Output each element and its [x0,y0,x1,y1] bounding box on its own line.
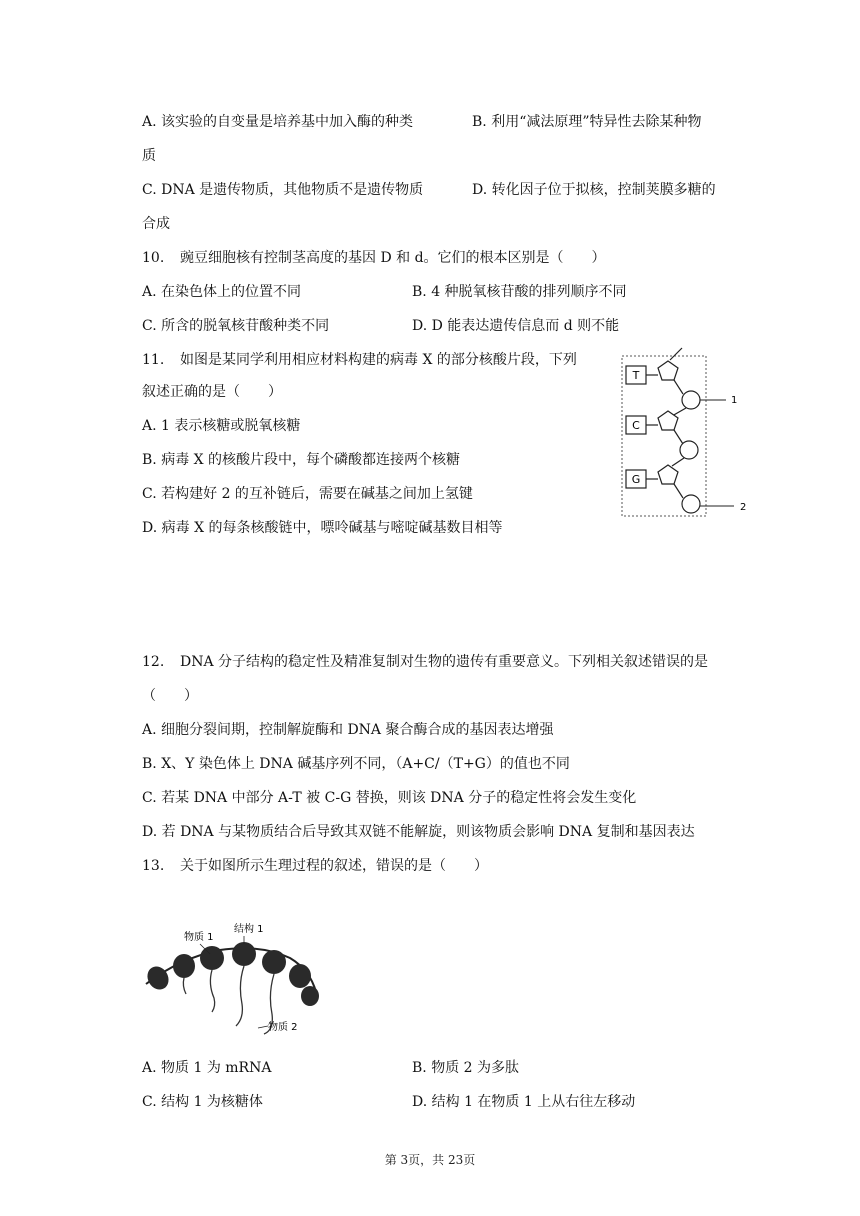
q10-option-b: B. 4 种脱氧核苷酸的排列顺序不同 [412,284,627,300]
nucleotide-unit-2 [626,408,698,459]
q13-stem-text: 关于如图所示生理过程的叙述，错误的是（ ） [180,858,488,874]
q12-option-c: C. 若某 DNA 中部分 A-T 被 C-G 替换，则该 DNA 分子的稳定性将会发生变化 [142,790,637,806]
q11-option-d: D. 病毒 X 的每条核酸链中，嘌呤碱基与嘧啶碱基数目相等 [142,520,503,536]
label-substance-1: 物质 1 [184,932,214,943]
q11-option-b: B. 病毒 X 的核酸片段中，每个磷酸都连接两个核糖 [142,452,461,468]
q13-option-a: A. 物质 1 为 mRNA [142,1060,272,1076]
q13-number: 13. [142,858,165,874]
label-substance-2: 物质 2 [268,1022,298,1033]
q10-option-d: D. D 能表达遗传信息而 d 则不能 [412,318,620,334]
q9-option-d: D. 转化因子位于拟核，控制荚膜多糖的 [472,182,716,198]
figure-label-1: 1 [731,395,738,406]
q12-number: 12. [142,654,165,670]
q12-option-d: D. 若 DNA 与某物质结合后导致其双链不能解旋，则该物质会影响 DNA 复制和基因表达 [142,824,695,840]
base-label-2: C [632,419,640,432]
q11-stem-text: 如图是某同学利用相应材料构建的病毒 X 的部分核酸片段，下列 [180,352,577,368]
q11-stem-line2: 叙述正确的是（ ） [142,384,282,400]
q11-number: 11. [142,352,165,368]
q11-stem-line1 [142,350,577,370]
q9-option-a-line1: A. 该实验的自变量是培养基中加入酶的种类 [142,114,414,130]
q10-number: 10. [142,250,165,266]
q10-option-a: A. 在染色体上的位置不同 [142,284,302,300]
q13-option-d: D. 结构 1 在物质 1 上从右往左移动 [412,1094,636,1110]
q9-option-c-line2: 合成 [142,216,170,232]
q12-stem-line1 [142,652,708,672]
q9-option-c-line1: C. DNA 是遗传物质，其他物质不是遗传物质 [142,182,424,198]
q11-option-a: A. 1 表示核糖或脱氧核糖 [142,418,301,434]
q12-stem-line2: （ ） [142,688,198,704]
polypeptide-chains [183,966,274,1034]
q10-option-c: C. 所含的脱氧核苷酸种类不同 [142,318,330,334]
label-structure-1: 结构 1 [234,924,264,935]
q10-stem-text: 豌豆细胞核有控制茎高度的基因 D 和 d。它们的根本区别是（ ） [180,250,606,266]
q12-option-b: B. X、Y 染色体上 DNA 碱基序列不同，（A+C/（T+G）的值也不同 [142,756,570,772]
base-label-1: T [632,369,640,382]
figure-label-2: 2 [740,502,747,513]
q11-nucleic-acid-figure [616,346,766,522]
q11-option-c: C. 若构建好 2 的互补链后，需要在碱基之间加上氢键 [142,486,473,502]
q9-option-b: B. 利用“减法原理”特异性去除某种物 [472,114,702,130]
q13-option-b: B. 物质 2 为多肽 [412,1060,519,1076]
q12-stem-text: DNA 分子结构的稳定性及精准复制对生物的遗传有重要意义。下列相关叙述错误的是 [180,654,709,670]
q13-stem [142,856,488,876]
q13-polysome-figure [140,914,340,1044]
q10-stem [142,248,606,268]
nucleotide-unit-1 [626,356,700,409]
base-label-3: G [631,473,641,486]
q12-option-a: A. 细胞分裂间期，控制解旋酶和 DNA 聚合酶合成的基因表达增强 [142,722,554,738]
ribosomes [143,942,319,1006]
q9-option-a-line2: 质 [142,148,156,164]
page-footer: 第 3页，共 23页 [384,1153,476,1167]
q13-option-c: C. 结构 1 为核糖体 [142,1094,263,1110]
